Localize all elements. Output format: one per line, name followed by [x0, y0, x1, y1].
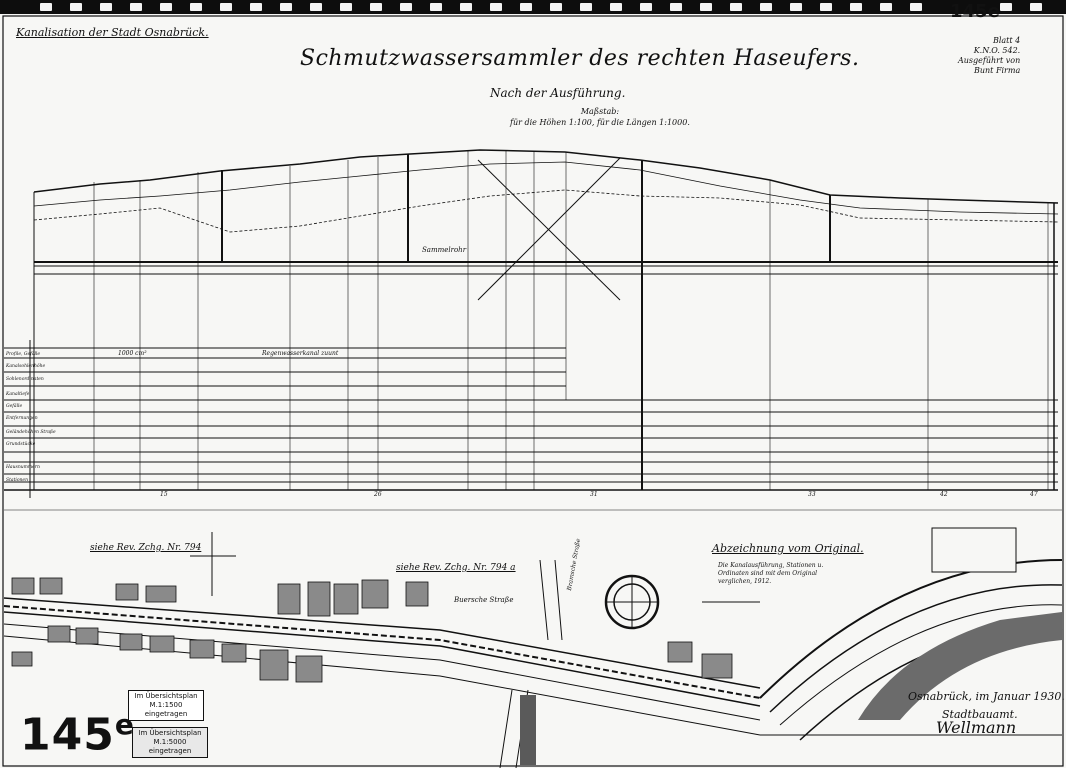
- street-label-1: Buersche Straße: [454, 596, 514, 604]
- pipe-note-1: 1000 cm²: [118, 350, 147, 357]
- station-number: 47: [1030, 491, 1038, 498]
- scale-text: für die Höhen 1:100, für die Längen 1:1000.: [510, 118, 690, 127]
- drawing-subtitle: Nach der Ausführung.: [490, 86, 626, 100]
- sheet-ref-line2: K.N.O. 542.: [973, 46, 1021, 55]
- corner-sheet-id: 145e: [950, 1, 1000, 22]
- row-label: Kanalsohlenhöhe: [6, 364, 46, 369]
- place-date: Osnabrück, im Januar 1930.: [908, 690, 1065, 703]
- stamp2-line1: Im Übersichtsplan: [138, 729, 202, 737]
- stamp1-line3: eingetragen: [144, 710, 188, 718]
- sheet-ref-line4: Bunt Firma: [974, 66, 1021, 75]
- drawing-title: Schmutzwassersammler des rechten Haseufers.: [300, 46, 860, 71]
- pipe-note-2: Regenwasserkanal zuunt: [262, 350, 339, 357]
- row-label: Geländehöhen Straße: [6, 430, 56, 435]
- row-label: Gefälle: [6, 404, 23, 409]
- archive-number: [20, 708, 135, 761]
- row-label: Hausnummern: [6, 465, 40, 470]
- scale-note: [510, 106, 690, 128]
- overview-stamp-1: [128, 690, 204, 721]
- header-left: Kanalisation der Stadt Osnabrück.: [16, 26, 209, 39]
- street-label-2: Bramsche Straße: [566, 537, 583, 592]
- scale-label: Maßstab:: [580, 107, 620, 116]
- copy-note-title: Abzeichnung vom Original.: [712, 542, 864, 555]
- copy-note-text: Die Kanalausführung, Stationen u. Ordinaten sind mit dem Original verglichen, 1912.: [718, 562, 824, 585]
- row-label: Sohlenordinaten: [6, 377, 44, 382]
- station-number: 31: [590, 491, 598, 498]
- row-label: Grundstücke: [6, 442, 36, 447]
- authority: Stadtbauamt.: [942, 708, 1018, 721]
- archive-number-main: 145: [20, 709, 115, 761]
- station-number: 42: [940, 491, 948, 498]
- station-number: 33: [808, 491, 816, 498]
- station-number: 26: [374, 491, 382, 498]
- overview-stamp-2: [132, 727, 208, 758]
- reference-left: siehe Rev. Zchg. Nr. 794: [90, 543, 202, 553]
- sammelrohr-label: Sammelrohr: [422, 246, 467, 254]
- stamp2-line3: eingetragen: [148, 747, 192, 755]
- stamp1-line2: M.1:1500: [149, 701, 183, 709]
- row-label: Stationen: [6, 478, 28, 483]
- stamp1-line1: Im Übersichtsplan: [134, 692, 198, 700]
- signature: Wellmann: [936, 718, 1017, 737]
- sheet-reference: [958, 36, 1020, 76]
- row-label: Profile, Gefälle: [6, 352, 41, 357]
- row-label: Entfernungen: [6, 416, 38, 421]
- row-label: Kanaltiefe: [6, 392, 30, 397]
- reference-right: siehe Rev. Zchg. Nr. 794 a: [396, 563, 516, 573]
- sheet-ref-line3: Ausgeführt von: [958, 56, 1021, 65]
- sheet-ref-line1: Blatt 4: [992, 36, 1021, 45]
- station-number: 15: [160, 491, 168, 498]
- archive-number-suffix: e: [114, 708, 135, 741]
- stamp2-line2: M.1:5000: [153, 738, 187, 746]
